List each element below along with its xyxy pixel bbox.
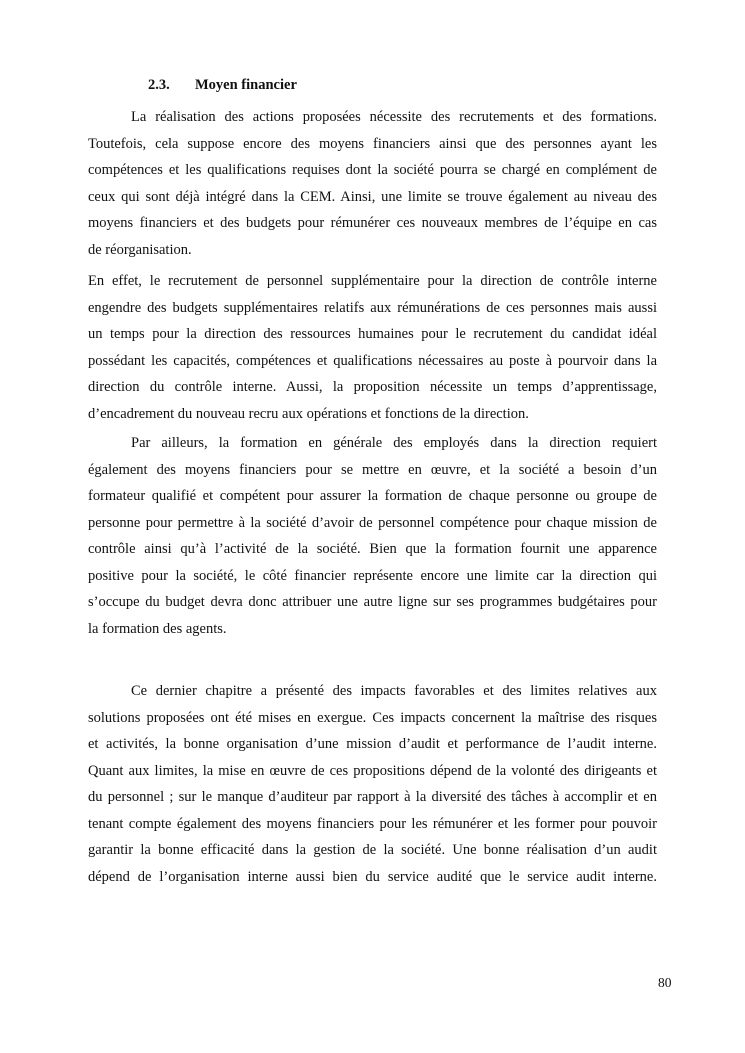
paragraph-2-line: un temps pour la direction des ressources humaines pour le recrutement du candidat idéal	[88, 326, 657, 342]
paragraph-3-line: formateur qualifié et compétent pour assurer la formation de chaque personne ou groupe de	[88, 488, 657, 504]
paragraph-3-line: positive pour la société, le côté financier représente encore une limite car la direction qui	[88, 567, 657, 584]
paragraph-3-line: également des moyens financiers pour se mettre en œuvre, et la société a besoin d’un	[88, 461, 657, 478]
paragraph-1-line: La réalisation des actions proposées nécessite des recrutements et des formations.	[131, 109, 657, 125]
paragraph-3-line: s’occupe du budget devra donc attribuer une autre ligne sur ses programmes budgétaires pour	[88, 594, 657, 610]
paragraph-3-line: contrôle ainsi qu’à l’activité de la société. Bien que la formation fournit une apparence	[88, 541, 657, 557]
paragraph-3-line: la formation des agents.	[88, 620, 227, 637]
paragraph-4-line: du personnel ; sur le manque d’auditeur par rapport à la diversité des tâches à accomplir et en	[88, 789, 657, 805]
paragraph-2-line: possédant les capacités, compétences et qualifications nécessaires au poste à pourvoir dans la	[88, 352, 657, 369]
paragraph-4-line: solutions proposées ont été mises en exergue. Ces impacts concernent la maîtrise des risques	[88, 709, 657, 726]
section-number: 2.3.	[148, 77, 170, 93]
paragraph-4-line: garantir la bonne efficacité dans la gestion de la société. Une bonne réalisation d’un audit	[88, 842, 657, 858]
section-title: Moyen financier	[195, 77, 297, 93]
paragraph-1-line: compétences et les qualifications requises dont la société pourra se chargé en complément de	[88, 162, 657, 178]
paragraph-4-line: dépend de l’organisation interne aussi bien du service audité que le service audit interne.	[88, 868, 657, 885]
paragraph-1-line: moyens financiers et des budgets pour rémunérer ces nouveaux membres de l’équipe en cas	[88, 215, 657, 231]
paragraph-3-line: Par ailleurs, la formation en générale des employés dans la direction requiert	[131, 435, 657, 451]
page-number: 80	[658, 975, 672, 990]
paragraph-4-line: et activités, la bonne organisation d’une mission d’audit et performance de l’audit interne.	[88, 736, 657, 752]
paragraph-2-line: engendre des budgets supplémentaires relatifs aux rémunérations de ces personnes mais aussi	[88, 299, 657, 316]
paragraph-4-line: tenant compte également des moyens financiers pour les rémunérer et les former pour pouvoir	[88, 815, 657, 832]
paragraph-2-line: d’encadrement du nouveau recru aux opérations et fonctions de la direction.	[88, 405, 529, 422]
paragraph-2-line: En effet, le recrutement de personnel supplémentaire pour la direction de contrôle interne	[88, 273, 657, 289]
section-heading	[148, 77, 297, 94]
paragraph-1-line: ceux qui sont déjà intégré dans la CEM. Ainsi, une limite se trouve également au niveau des	[88, 188, 657, 205]
paragraph-4-line: Ce dernier chapitre a présenté des impacts favorables et des limites relatives aux	[131, 683, 657, 699]
paragraph-2-line: direction du contrôle interne. Aussi, la proposition nécessite un temps d’apprentissage,	[88, 379, 657, 395]
paragraph-1-line: Toutefois, cela suppose encore des moyens financiers ainsi que des personnes ayant les	[88, 135, 657, 152]
paragraph-4-line: Quant aux limites, la mise en œuvre de ces propositions dépend de la volonté des dirigeants et	[88, 762, 657, 779]
paragraph-1-line: de réorganisation.	[88, 241, 192, 258]
paragraph-3-line: personne pour permettre à la société d’avoir de personnel compétence pour chaque mission de	[88, 514, 657, 531]
